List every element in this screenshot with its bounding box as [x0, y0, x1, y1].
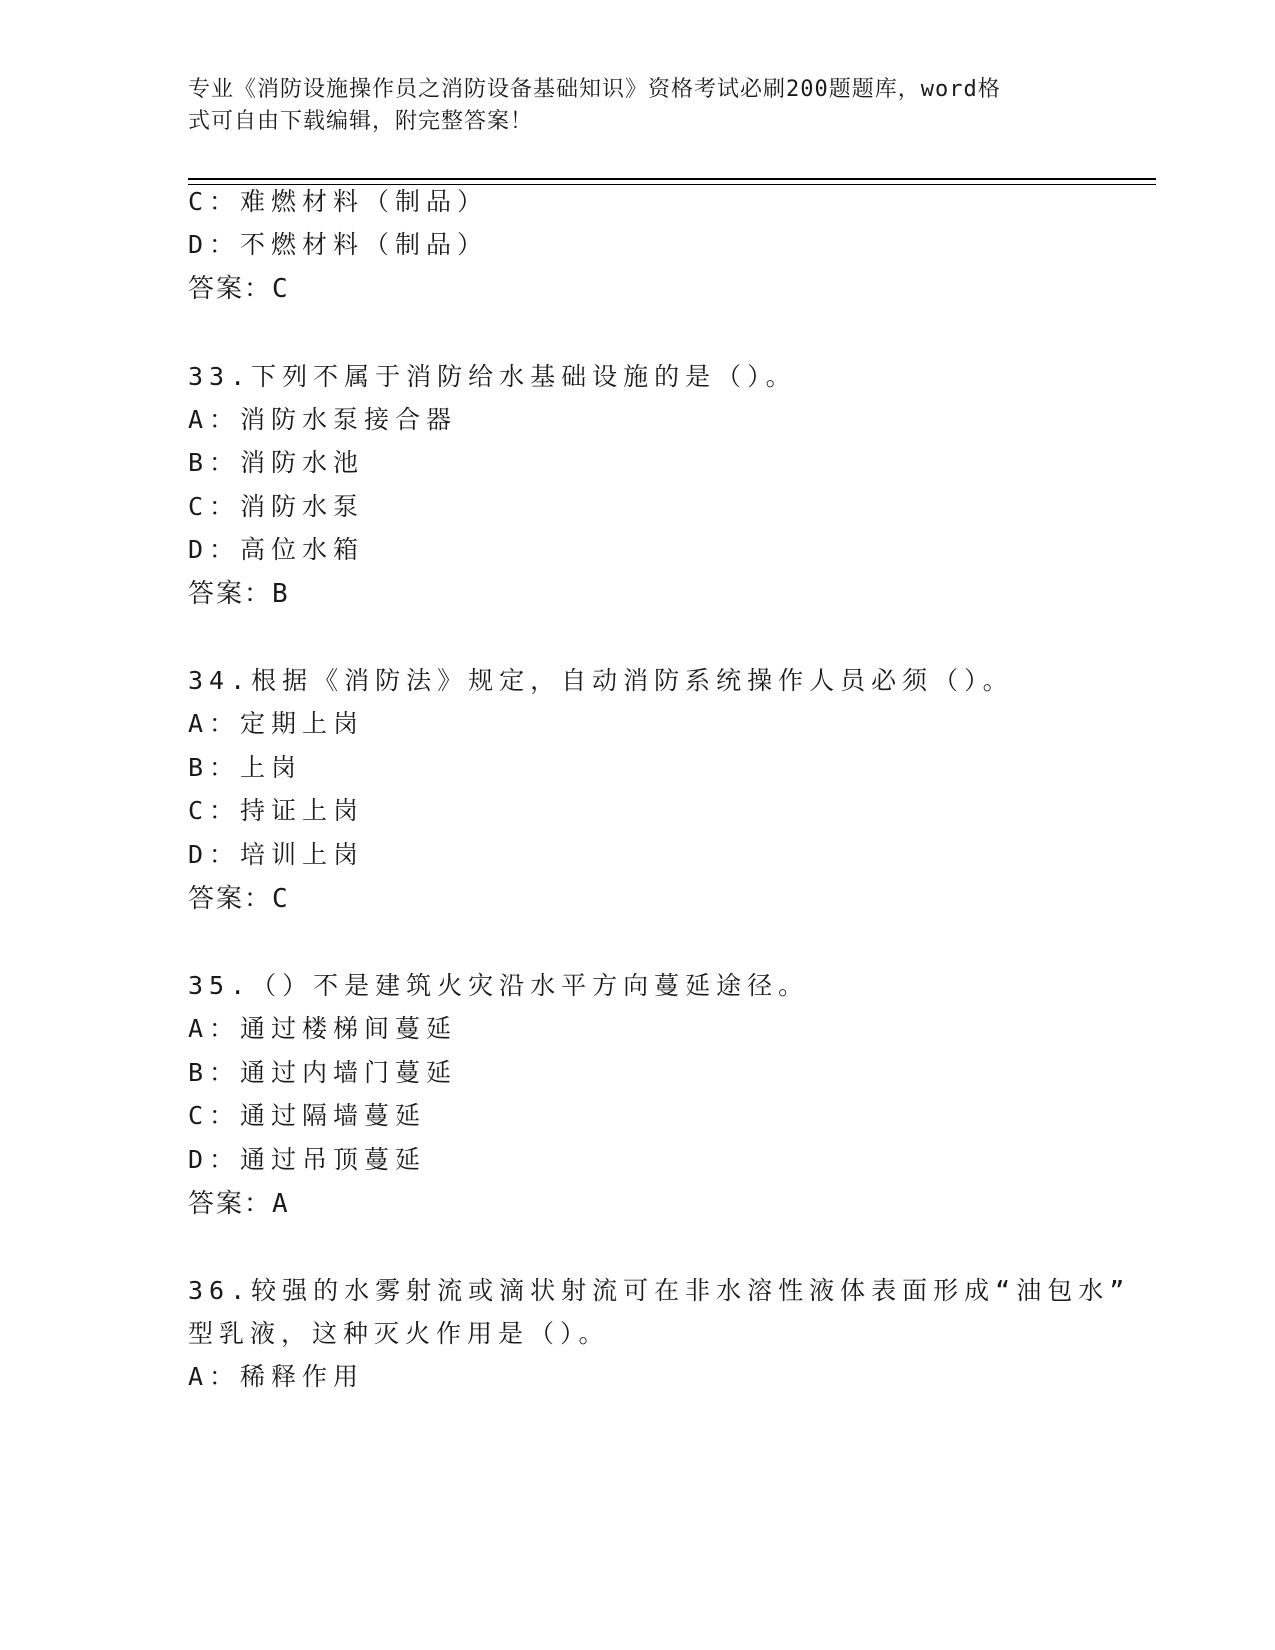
option-c: C：难燃材料（制品） — [188, 187, 489, 216]
option-d: D：培训上岗 — [188, 840, 365, 869]
answer-label: 答案： — [188, 1189, 273, 1219]
option-a: A：定期上岗 — [188, 709, 365, 738]
question-stem: 34.根据《消防法》规定，自动消防系统操作人员必须（）。 — [188, 666, 1014, 695]
answer-line — [188, 1188, 288, 1220]
answer-line — [188, 273, 288, 305]
answer-value: C — [272, 274, 288, 304]
answer-value: C — [272, 884, 288, 914]
answer-label: 答案： — [188, 274, 273, 304]
question-stem-line-2: 型乳液，这种灭火作用是（）。 — [188, 1319, 610, 1348]
header-divider-thick — [188, 178, 1156, 180]
answer-label: 答案： — [188, 884, 273, 914]
answer-value: A — [272, 1189, 288, 1219]
option-c: C：持证上岗 — [188, 796, 365, 825]
option-c: C：消防水泵 — [188, 492, 365, 521]
question-stem: 35.（）不是建筑火灾沿水平方向蔓延途径。 — [188, 971, 810, 1000]
option-b: B：消防水池 — [188, 448, 365, 477]
question-stem-line-1: 36.较强的水雾射流或滴状射流可在非水溶性液体表面形成“油包水” — [188, 1276, 1131, 1305]
header-line-2: 式可自由下载编辑，附完整答案！ — [188, 109, 534, 134]
option-d: D：通过吊顶蔓延 — [188, 1145, 427, 1174]
option-d: D：不燃材料（制品） — [188, 230, 489, 259]
header-line-1: 专业《消防设施操作员之消防设备基础知识》资格考试必刷200题题库，word格 — [188, 77, 1001, 102]
document-header — [188, 74, 1068, 138]
option-c: C：通过隔墙蔓延 — [188, 1101, 427, 1130]
option-a: A：消防水泵接合器 — [188, 405, 458, 434]
option-a: A：通过楼梯间蔓延 — [188, 1014, 458, 1043]
answer-label: 答案： — [188, 579, 273, 609]
option-b: B：上岗 — [188, 753, 303, 782]
option-b: B：通过内墙门蔓延 — [188, 1058, 458, 1087]
option-a: A：稀释作用 — [188, 1362, 365, 1391]
answer-line — [188, 578, 288, 610]
answer-line — [188, 883, 288, 915]
header-divider-thin — [188, 184, 1156, 185]
option-d: D：高位水箱 — [188, 535, 365, 564]
answer-value: B — [272, 579, 288, 609]
question-stem: 33.下列不属于消防给水基础设施的是（）。 — [188, 362, 797, 391]
